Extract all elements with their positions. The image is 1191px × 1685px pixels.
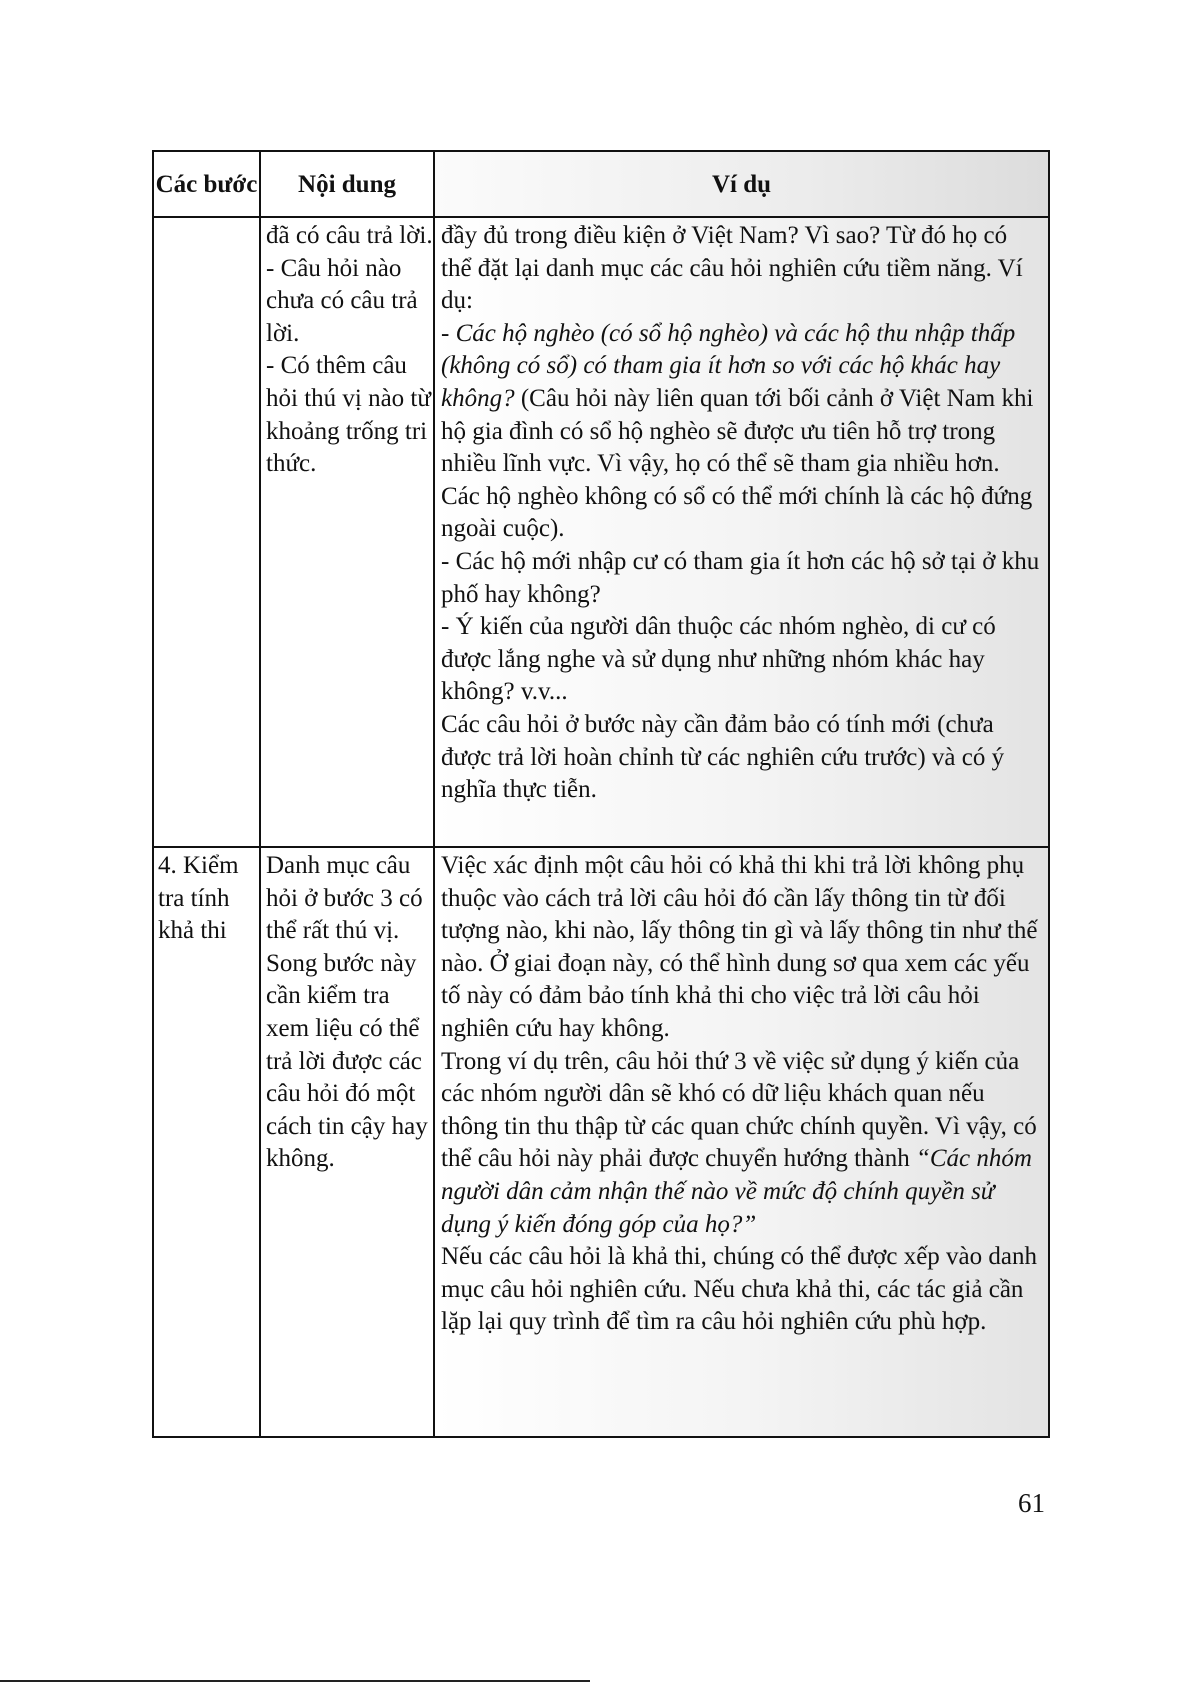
content-line: Song bước này cần kiểm tra xem liệu có thể trả lời được các câu hỏi đó một cách tin cậy hay không. <box>266 949 428 1173</box>
content-cell <box>260 847 434 1437</box>
table-header-row <box>153 151 1049 217</box>
header-steps: Các bước <box>153 151 260 217</box>
method-table-page <box>152 150 1048 1438</box>
example-intro: đầy đủ trong điều kiện ở Việt Nam? Vì sao? Từ đó họ có thể đặt lại danh mục các câu hỏi nghiên cứu tiềm năng. Ví dụ: <box>441 222 1023 315</box>
content-line: Danh mục câu hỏi ở bước 3 có thể rất thú vị. <box>266 852 423 945</box>
example-paragraph-2: Trong ví dụ trên, câu hỏi thứ 3 về việc sử dụng ý kiến của các nhóm người dân sẽ khó có dữ liệu khách quan nếu thông tin thu thập từ các quan chức chính quyền. Vì vậy, có thể câu hỏi này phải được chuyển hướng thành “Các nhóm người dân cảm nhận thế nào về mức độ chính quyền sử dụng ý kiến đóng góp của họ?” <box>441 1047 1037 1238</box>
example-cell <box>434 217 1049 847</box>
reframed-question: “Các nhóm người dân cảm nhận thế nào về mức độ chính quyền sử dụng ý kiến đóng góp của họ?” <box>441 1145 1032 1238</box>
header-content: Nội dung <box>260 151 434 217</box>
example-paragraph-3: Nếu các câu hỏi là khả thi, chúng có thể được xếp vào danh mục câu hỏi nghiên cứu. Nếu chưa khả thi, các tác giả cần lặp lại quy trình để tìm ra câu hỏi nghiên cứu phù hợp. <box>441 1243 1037 1336</box>
question-1-italic: Các hộ nghèo (có sổ hộ nghèo) và các hộ thu nhập thấp (không có sổ) có tham gia ít hơn so với các hộ khác hay không? <box>441 319 1016 412</box>
table-row <box>153 217 1049 847</box>
example-cell <box>434 847 1049 1437</box>
content-line: đã có câu trả lời. <box>266 222 433 249</box>
step-cell <box>153 847 260 1437</box>
table-row <box>153 847 1049 1437</box>
example-conclusion: Các câu hỏi ở bước này cần đảm bảo có tính mới (chưa được trả lời hoàn chỉnh từ các nghiên cứu trước) và có ý nghĩa thực tiễn. <box>441 710 1005 804</box>
content-line: - Có thêm câu hỏi thú vị nào từ khoảng trống tri thức. <box>266 352 431 478</box>
step-text: 4. Kiểm tra tính khả thi <box>158 852 239 945</box>
header-example: Ví dụ <box>434 151 1049 217</box>
example-question-1: - Các hộ nghèo (có sổ hộ nghèo) và các hộ thu nhập thấp (không có sổ) có tham gia ít hơn so với các hộ khác hay không? (Câu hỏi này liên quan tới bối cảnh ở Việt Nam khi hộ gia đình có sổ hộ nghèo sẽ được ưu tiên hỗ trợ trong nhiều lĩnh vực. Vì vậy, họ có thể sẽ tham gia nhiều hơn. Các hộ nghèo không có sổ có thể mới chính là các hộ đứng ngoài cuộc). <box>441 319 1034 543</box>
content-cell <box>260 217 434 847</box>
step-cell <box>153 217 260 847</box>
example-paragraph-1: Việc xác định một câu hỏi có khả thi khi trả lời không phụ thuộc vào cách trả lời câu hỏi đó cần lấy thông tin từ đối tượng nào, khi nào, lấy thông tin gì và lấy thông tin như thế nào. Ở giai đoạn này, có thể hình dung sơ qua xem các yếu tố này có đảm bảo tính khả thi cho việc trả lời câu hỏi nghiên cứu hay không. <box>441 852 1038 1042</box>
footer-rule <box>0 1680 590 1682</box>
content-line: - Câu hỏi nào chưa có câu trả lời. <box>266 254 418 347</box>
step-text <box>154 218 259 220</box>
example-question-2: - Các hộ mới nhập cư có tham gia ít hơn các hộ sở tại ở khu phố hay không? <box>441 547 1040 608</box>
question-1-note: (Câu hỏi này liên quan tới bối cảnh ở Việt Nam khi hộ gia đình có sổ hộ nghèo sẽ được ưu tiên hỗ trợ trong nhiều lĩnh vực. Vì vậy, họ có thể sẽ tham gia nhiều hơn. Các hộ nghèo không có sổ có thể mới chính là các hộ đứng ngoài cuộc). <box>441 384 1034 543</box>
steps-table <box>152 150 1050 1438</box>
example-question-3: - Ý kiến của người dân thuộc các nhóm nghèo, di cư có được lắng nghe và sử dụng như những nhóm khác hay không? v.v... <box>441 613 996 706</box>
page-number: 61 <box>1018 1488 1045 1518</box>
